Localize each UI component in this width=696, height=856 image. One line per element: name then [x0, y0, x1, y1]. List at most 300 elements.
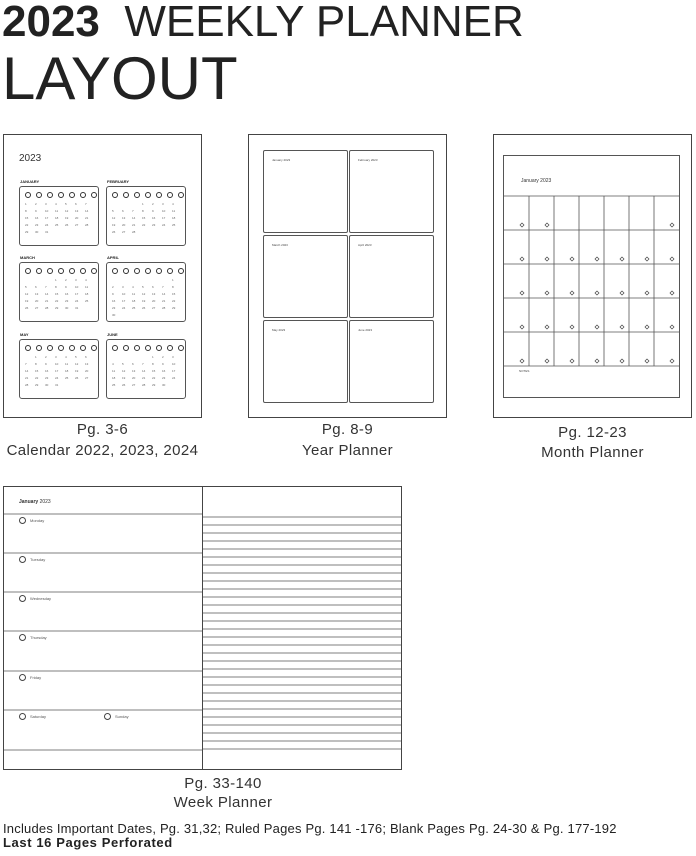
calendar-day-number: 30 [112, 313, 116, 317]
calendar-day-number: 27 [35, 306, 39, 310]
calendar-day-number: 7 [85, 202, 87, 206]
date-diamond [645, 325, 649, 329]
date-diamond [670, 223, 674, 227]
calendar-day-number: 6 [35, 285, 37, 289]
month-planner-caption-desc: Month Planner [541, 444, 644, 461]
calendar-day-number: 25 [172, 223, 176, 227]
calendar-day-number: 12 [25, 292, 29, 296]
day-label: Wednesday [30, 596, 52, 601]
calendar-caption-pages: Pg. 3-6 [76, 421, 129, 438]
calendar-day-number: 10 [75, 285, 79, 289]
calendar-day-number: 11 [132, 292, 136, 296]
calendar-day-blank [35, 278, 45, 282]
calendar-day-number: 21 [142, 376, 146, 380]
calendar-day-number: 4 [112, 362, 114, 366]
year-planner-month: February 2023 [349, 150, 434, 233]
weekday-dot [156, 345, 162, 351]
calendar-day-number: 10 [172, 362, 176, 366]
calendar-day-blank [122, 355, 132, 359]
calendar-day-number: 20 [152, 299, 156, 303]
calendar-day-number: 16 [35, 216, 39, 220]
month-planner-title: January 2023 [521, 178, 552, 184]
month-notes-label: NOTES [519, 369, 530, 373]
calendar-day-number: 8 [142, 209, 144, 213]
calendar-day-number: 29 [172, 306, 176, 310]
date-diamond [520, 359, 524, 363]
calendar-day-blank [142, 355, 152, 359]
calendar-day-number: 7 [142, 362, 144, 366]
calendar-day-number: 2 [162, 355, 164, 359]
calendar-day-number: 1 [35, 355, 37, 359]
year-planner-month: June 2023 [349, 320, 434, 403]
date-diamond [645, 291, 649, 295]
day-circle [19, 634, 26, 641]
calendar-day-number: 4 [85, 278, 87, 282]
calendar-day-number: 18 [132, 299, 136, 303]
calendar-day-number: 24 [172, 376, 176, 380]
calendar-day-number: 16 [152, 216, 156, 220]
day-label-saturday: Saturday [30, 714, 47, 719]
date-diamond [620, 291, 624, 295]
weekday-dot [112, 345, 118, 351]
calendar-day-number: 9 [162, 362, 164, 366]
calendar-day-number: 4 [172, 202, 174, 206]
date-diamond [570, 291, 574, 295]
calendar-day-blank [122, 202, 132, 206]
date-diamond [545, 359, 549, 363]
calendar-day-blank [45, 278, 55, 282]
week-planner-caption-desc: Week Planner [173, 794, 273, 811]
calendar-day-number: 21 [45, 299, 49, 303]
calendar-day-blank [142, 278, 152, 282]
calendar-day-number: 16 [45, 369, 49, 373]
weekday-dot [167, 345, 173, 351]
calendar-year: 2023 [19, 153, 42, 164]
calendar-day-number: 10 [162, 209, 166, 213]
calendar-day-number: 23 [35, 223, 39, 227]
calendar-day-number: 9 [45, 362, 47, 366]
weekday-dots [25, 192, 100, 198]
date-diamond [595, 359, 599, 363]
calendar-day-number: 29 [152, 383, 156, 387]
calendar-day-number: 18 [112, 376, 116, 380]
calendar-day-number: 20 [132, 376, 136, 380]
calendar-day-number: 14 [162, 292, 166, 296]
calendar-day-number: 5 [142, 285, 144, 289]
calendar-day-number: 23 [162, 376, 166, 380]
calendar-day-number: 26 [75, 376, 79, 380]
weekday-dot [25, 268, 31, 274]
calendar-day-number: 14 [25, 369, 29, 373]
calendar-day-number: 20 [35, 299, 39, 303]
month-planner-thumbnail [493, 134, 692, 418]
calendar-day-number: 19 [25, 299, 29, 303]
calendar-day-number: 19 [122, 376, 126, 380]
calendar-day-number: 24 [45, 223, 49, 227]
date-diamond [620, 325, 624, 329]
weekday-dots [112, 345, 187, 351]
weekday-dot [80, 268, 86, 274]
calendar-day-number: 2 [152, 202, 154, 206]
calendar-day-number: 31 [75, 306, 79, 310]
weekday-dot [112, 192, 118, 198]
day-circle [19, 713, 26, 720]
day-circle [19, 674, 26, 681]
calendar-day-number: 5 [65, 202, 67, 206]
week-planner-lines [4, 487, 401, 769]
calendar-day-number: 15 [172, 292, 176, 296]
calendar-day-number: 3 [55, 355, 57, 359]
calendar-day-number: 1 [55, 278, 57, 282]
weekday-dot [36, 268, 42, 274]
weekday-dot [91, 268, 97, 274]
calendar-day-blank [112, 202, 122, 206]
weekday-dot [167, 192, 173, 198]
calendar-day-number: 4 [132, 285, 134, 289]
calendar-day-number: 27 [152, 306, 156, 310]
calendar-day-number: 28 [85, 223, 89, 227]
calendar-day-number: 22 [152, 376, 156, 380]
date-diamond [645, 359, 649, 363]
calendar-day-number: 13 [75, 209, 79, 213]
calendar-day-number: 25 [85, 299, 89, 303]
date-diamond [520, 257, 524, 261]
week-planner-spread [3, 486, 402, 770]
date-diamond [570, 257, 574, 261]
weekday-dot [80, 192, 86, 198]
month-planner-caption-pages: Pg. 12-23 [558, 424, 627, 441]
day-circle [104, 713, 111, 720]
title-line-2: LAYOUT [2, 45, 238, 112]
calendar-day-number: 8 [35, 362, 37, 366]
calendar-day-number: 3 [75, 278, 77, 282]
weekday-dot [47, 268, 53, 274]
calendar-day-number: 8 [55, 285, 57, 289]
calendar-day-blank [112, 278, 122, 282]
calendar-month-label: APRIL [107, 255, 119, 260]
year-planner-caption-pages: Pg. 8-9 [321, 421, 374, 438]
weekday-dot [134, 268, 140, 274]
day-label: Monday [30, 518, 45, 523]
calendar-day-blank [132, 278, 142, 282]
date-diamond [670, 325, 674, 329]
footer-perforated: Last 16 Pages Perforated [3, 835, 173, 850]
calendar-day-number: 2 [35, 202, 37, 206]
calendar-day-number: 25 [65, 376, 69, 380]
calendar-day-number: 3 [122, 285, 124, 289]
weekday-dot [123, 192, 129, 198]
year-planner-month: April 2023 [349, 235, 434, 318]
calendar-day-number: 16 [112, 299, 116, 303]
calendar-day-number: 3 [162, 202, 164, 206]
calendar-day-number: 29 [25, 230, 29, 234]
weekday-dots [25, 345, 100, 351]
date-diamond [545, 325, 549, 329]
calendar-day-numbers [112, 278, 182, 317]
calendar-day-number: 7 [162, 285, 164, 289]
calendar-day-number: 26 [112, 230, 116, 234]
calendar-page-thumbnail [3, 134, 202, 418]
date-diamond [545, 257, 549, 261]
calendar-day-number: 31 [45, 230, 49, 234]
calendar-day-number: 8 [25, 209, 27, 213]
calendar-day-number: 11 [172, 209, 176, 213]
calendar-day-number: 7 [45, 285, 47, 289]
calendar-day-number: 5 [112, 209, 114, 213]
calendar-day-number: 27 [85, 376, 89, 380]
calendar-day-number: 4 [55, 202, 57, 206]
date-diamond [645, 257, 649, 261]
calendar-day-numbers [25, 355, 95, 387]
date-diamond [570, 359, 574, 363]
calendar-month-box [106, 339, 186, 399]
calendar-day-numbers [25, 278, 95, 310]
calendar-month-box [19, 262, 99, 322]
weekday-dot [123, 345, 129, 351]
day-circle [19, 517, 26, 524]
calendar-day-blank [152, 278, 162, 282]
calendar-month-label: FEBRUARY [107, 179, 130, 184]
week-planner-title: January 2023 [19, 499, 51, 505]
calendar-day-number: 20 [85, 369, 89, 373]
calendar-day-number: 26 [142, 306, 146, 310]
calendar-day-number: 24 [122, 306, 126, 310]
weekday-dots [25, 268, 100, 274]
calendar-day-number: 13 [122, 216, 126, 220]
calendar-day-number: 3 [45, 202, 47, 206]
calendar-day-number: 22 [142, 223, 146, 227]
calendar-day-number: 17 [55, 369, 59, 373]
year-planner-month: March 2023 [263, 235, 348, 318]
calendar-month-label: MARCH [20, 255, 35, 260]
calendar-day-number: 8 [152, 362, 154, 366]
calendar-day-number: 16 [65, 292, 69, 296]
calendar-day-number: 29 [35, 383, 39, 387]
calendar-day-number: 1 [152, 355, 154, 359]
date-diamond [595, 325, 599, 329]
year-planner-month: May 2023 [263, 320, 348, 403]
calendar-day-number: 9 [112, 292, 114, 296]
weekday-dot [134, 345, 140, 351]
calendar-day-number: 15 [35, 369, 39, 373]
calendar-day-number: 27 [122, 230, 126, 234]
calendar-day-number: 16 [162, 369, 166, 373]
calendar-day-blank [25, 355, 35, 359]
weekday-dot [36, 192, 42, 198]
calendar-day-number: 6 [85, 355, 87, 359]
weekday-dot [112, 268, 118, 274]
date-diamond [520, 325, 524, 329]
calendar-day-number: 5 [25, 285, 27, 289]
weekday-dot [36, 345, 42, 351]
calendar-day-number: 14 [85, 209, 89, 213]
calendar-day-number: 5 [75, 355, 77, 359]
calendar-day-number: 11 [112, 369, 116, 373]
date-diamond [570, 325, 574, 329]
calendar-day-number: 15 [25, 216, 29, 220]
month-grid [504, 156, 679, 397]
calendar-day-number: 9 [65, 285, 67, 289]
calendar-day-number: 12 [75, 362, 79, 366]
calendar-day-number: 30 [35, 230, 39, 234]
weekday-dot [123, 268, 129, 274]
weekday-dot [69, 192, 75, 198]
calendar-day-number: 12 [112, 216, 116, 220]
calendar-day-number: 18 [85, 292, 89, 296]
calendar-day-number: 28 [142, 383, 146, 387]
title-line-1 [2, 0, 524, 46]
calendar-day-number: 19 [142, 299, 146, 303]
calendar-day-number: 26 [25, 306, 29, 310]
calendar-day-number: 14 [132, 216, 136, 220]
calendar-day-number: 13 [132, 369, 136, 373]
calendar-day-numbers [112, 355, 182, 387]
calendar-day-number: 24 [55, 376, 59, 380]
calendar-day-number: 7 [132, 209, 134, 213]
weekday-dots [112, 268, 187, 274]
week-planner-caption-pages: Pg. 33-140 [184, 775, 262, 792]
calendar-day-number: 11 [65, 362, 69, 366]
calendar-day-number: 8 [172, 285, 174, 289]
calendar-day-number: 7 [25, 362, 27, 366]
calendar-day-number: 28 [25, 383, 29, 387]
day-circle [19, 595, 26, 602]
calendar-day-number: 23 [152, 223, 156, 227]
calendar-day-number: 26 [65, 223, 69, 227]
weekday-dot [178, 268, 184, 274]
date-diamond [620, 257, 624, 261]
weekday-dot [145, 192, 151, 198]
calendar-day-number: 6 [122, 209, 124, 213]
calendar-day-number: 27 [75, 223, 79, 227]
calendar-day-number: 17 [172, 369, 176, 373]
title-year: 2023 [2, 0, 100, 46]
calendar-day-number: 26 [122, 383, 126, 387]
calendar-day-number: 6 [152, 285, 154, 289]
calendar-month-label: JANUARY [20, 179, 40, 184]
calendar-day-number: 5 [122, 362, 124, 366]
calendar-day-number: 22 [55, 299, 59, 303]
calendar-day-number: 12 [65, 209, 69, 213]
calendar-day-number: 2 [65, 278, 67, 282]
year-planner-thumbnail [248, 134, 447, 418]
date-diamond [545, 223, 549, 227]
calendar-day-number: 28 [162, 306, 166, 310]
calendar-day-number: 22 [25, 223, 29, 227]
date-diamond [520, 223, 524, 227]
date-diamond [670, 359, 674, 363]
calendar-month-box [106, 262, 186, 322]
calendar-day-blank [112, 355, 122, 359]
calendar-day-number: 20 [75, 216, 79, 220]
calendar-day-number: 17 [162, 216, 166, 220]
calendar-day-number: 29 [55, 306, 59, 310]
calendar-day-number: 2 [112, 285, 114, 289]
calendar-day-number: 9 [35, 209, 37, 213]
calendar-day-number: 13 [152, 292, 156, 296]
calendar-day-number: 1 [142, 202, 144, 206]
weekday-dot [25, 345, 31, 351]
weekday-dot [178, 192, 184, 198]
calendar-day-number: 15 [152, 369, 156, 373]
calendar-month-box [19, 186, 99, 246]
weekday-dot [58, 345, 64, 351]
calendar-day-number: 10 [122, 292, 126, 296]
calendar-day-number: 23 [112, 306, 116, 310]
calendar-day-number: 23 [65, 299, 69, 303]
title-planner: WEEKLY PLANNER [124, 0, 524, 46]
weekday-dot [69, 268, 75, 274]
date-diamond [595, 291, 599, 295]
calendar-day-blank [132, 355, 142, 359]
calendar-day-number: 18 [55, 216, 59, 220]
month-grid-frame [503, 155, 680, 398]
calendar-day-number: 15 [55, 292, 59, 296]
weekday-dot [47, 345, 53, 351]
calendar-day-number: 21 [162, 299, 166, 303]
calendar-day-number: 11 [85, 285, 89, 289]
calendar-day-number: 19 [75, 369, 79, 373]
date-diamond [595, 257, 599, 261]
calendar-day-number: 14 [45, 292, 49, 296]
calendar-day-number: 14 [142, 369, 146, 373]
calendar-day-number: 4 [65, 355, 67, 359]
date-diamond [545, 291, 549, 295]
calendar-day-number: 21 [85, 216, 89, 220]
calendar-day-number: 6 [132, 362, 134, 366]
date-diamond [670, 291, 674, 295]
calendar-day-number: 11 [55, 209, 59, 213]
weekday-dot [91, 345, 97, 351]
calendar-day-number: 3 [172, 355, 174, 359]
date-diamond [670, 257, 674, 261]
calendar-day-number: 2 [45, 355, 47, 359]
weekday-dot [156, 192, 162, 198]
calendar-day-number: 21 [132, 223, 136, 227]
calendar-day-number: 23 [45, 376, 49, 380]
day-label-sunday: Sunday [115, 714, 129, 719]
calendar-day-blank [162, 278, 172, 282]
calendar-day-number: 28 [45, 306, 49, 310]
calendar-day-number: 13 [85, 362, 89, 366]
day-label: Friday [30, 675, 42, 680]
weekday-dot [69, 345, 75, 351]
calendar-day-number: 1 [172, 278, 174, 282]
year-planner-caption-desc: Year Planner [302, 442, 393, 459]
calendar-day-number: 10 [55, 362, 59, 366]
calendar-month-box [106, 186, 186, 246]
day-label: Thursday [30, 635, 47, 640]
weekday-dot [58, 192, 64, 198]
weekday-dot [134, 192, 140, 198]
calendar-day-number: 22 [35, 376, 39, 380]
weekday-dot [80, 345, 86, 351]
calendar-day-numbers [25, 202, 95, 234]
weekday-dot [58, 268, 64, 274]
calendar-day-number: 17 [45, 216, 49, 220]
weekday-dot [178, 345, 184, 351]
weekday-dot [167, 268, 173, 274]
year-planner-month: January 2023 [263, 150, 348, 233]
calendar-day-number: 31 [55, 383, 59, 387]
calendar-day-number: 12 [122, 369, 126, 373]
calendar-day-numbers [112, 202, 182, 234]
calendar-month-label: JUNE [107, 332, 118, 337]
calendar-day-number: 21 [25, 376, 29, 380]
calendar-day-number: 13 [35, 292, 39, 296]
calendar-day-blank [25, 278, 35, 282]
weekday-dot [145, 345, 151, 351]
